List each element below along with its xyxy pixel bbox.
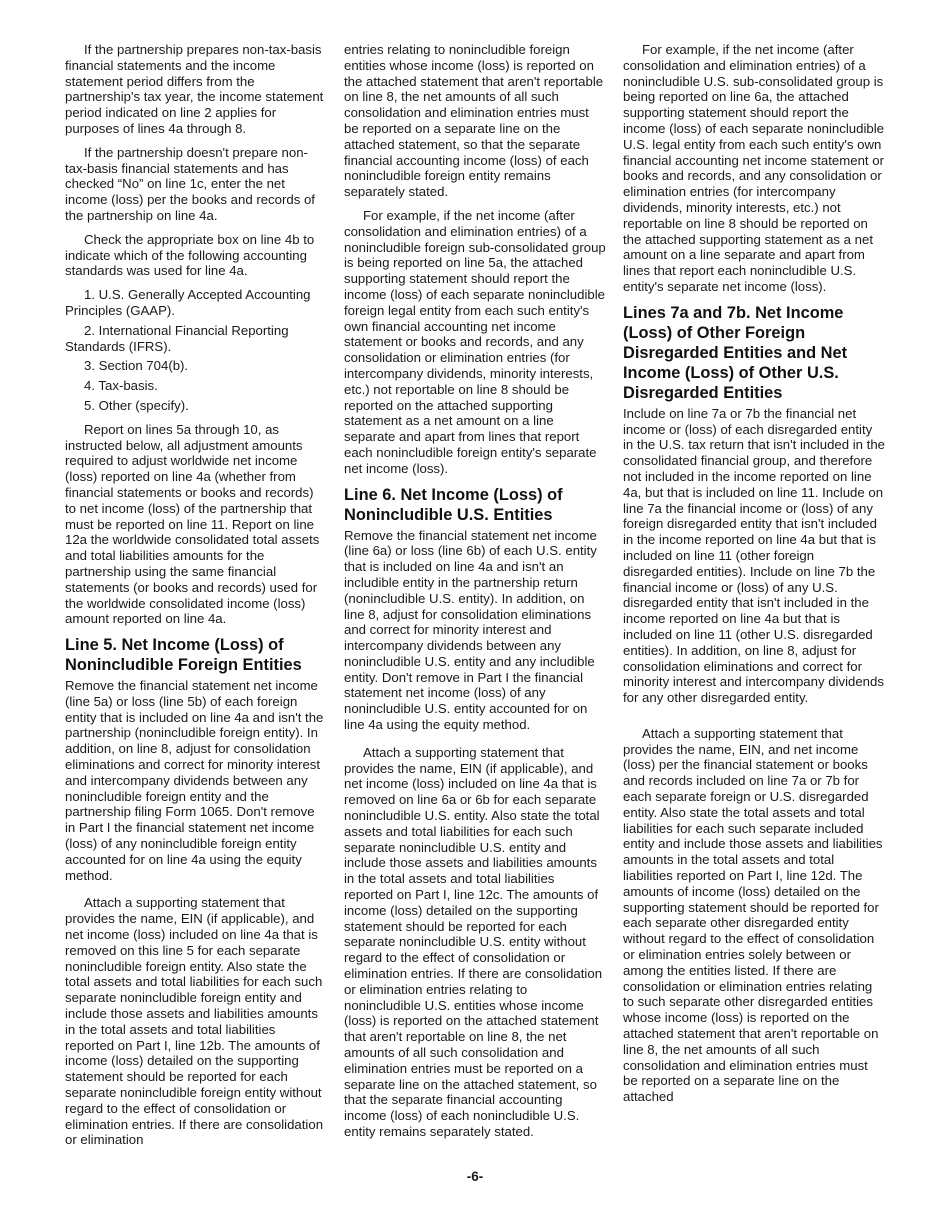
page-number: -6-: [466, 1169, 484, 1184]
heading-line-5: Line 5. Net Income (Loss) of Nonincludible Foreign Entities: [65, 636, 302, 675]
paragraph-line-5-statement: Attach a supporting statement that provides the name, EIN (if applicable), and net income (loss) included on line 4a that is removed on this line 5 for each separate nonincludible foreign entity. Also state the total assets and total liabilities for each such separate nonincludible foreign entity and include those assets and liabilities amounts in the total assets and total liabilities reported on Part I, line 12b. The amounts of income (loss) detailed on the supporting statement should be reported for each separate nonincludible foreign entity without regard to the effect of consolidation or elimination entries. If there are consolidation or elimination: [65, 895, 324, 1148]
list-item-ifrs: 2. International Financial Reporting Standards (IFRS).: [65, 322, 289, 354]
paragraph-line-6-remove: Remove the financial statement net income (line 6a) or loss (line 6b) of each U.S. entity that is included on line 4a and isn't an includible entity in the partnership return (nonincludible U.S. entity). In addition, on line 8, adjust for consolidation eliminations and correct for minority interest and intercompany dividends between any nonincludible U.S. entity and any includible entity. Don't remove in Part I the financial statement net income (loss) of any nonincludible U.S. entity accounted for on line 4a using the equity method.: [344, 527, 597, 733]
paragraph-us-example: For example, if the net income (after consolidation and elimination entries) of a nonincludible U.S. sub-consolidated group is being reported on line 6a, the attached supporting statement should report the income (loss) of each separate nonincludible U.S. legal entity from each such entity's own financial accounting net income statement or books and records, and any consolidation or elimination entries (for intercompany dividends, minority interests, etc.) not reportable on line 8 should be reported on the attached supporting statement as a net amount on a line separate and apart from lines that report each nonincludible U.S. entity's separate net income (loss).: [623, 42, 884, 294]
paragraph-lines-7-statement: Attach a supporting statement that provides the name, EIN, and net income (loss) per the financial statement or books and records included on line 7a or 7b for each separate foreign or U.S. disregarded entity. Also state the total assets and total liabilities for each such separate included entity and include those assets and liabilities amounts in the total assets and total liabilities reported on Part I, line 12d. The amounts of income (loss) detailed on the supporting statement should be reported for each separate other disregarded entity without regard to the effect of consolidation or elimination entries solely between or among the entities listed. If there are consolidation or elimination entries relating to such separate other disregarded entities whose income (loss) is reported on the attached statement that aren't reportable on line 8, the net amounts of all such consolidation and elimination entries must be reported on a separate line on the attached: [623, 725, 883, 1105]
paragraph-line-5-remove: Remove the financial statement net income (line 5a) or loss (line 5b) of each foreign entity that is included on line 4a and isn't the partnership (nonincludible foreign entity). In addition, on line 8, adjust for consolidation eliminations and correct for minority interest and intercompany dividends between any nonincludible foreign entity and the partnership filing Form 1065. Don't remove in Part I the financial statement net income (loss) of any nonincludible foreign entity accounted for on line 4a using the equity method.: [65, 678, 324, 883]
paragraph-line-6-statement: Attach a supporting statement that provides the name, EIN (if applicable), and net income (loss) included on line 4a that is removed on line 6a or 6b for each separate nonincludible U.S. entity. Also state the total assets and total liabilities for each such separate nonincludible U.S. entity and include those assets and liabilities amounts in the total assets and total liabilities reported on Part I, line 12c. The amounts of income (loss) detailed on the supporting statement should be reported for each separate nonincludible U.S. entity without regard to the effect of consolidation or elimination entries. If there are consolidation or elimination entries relating to nonincludible U.S. entities whose income (loss) is reported on the attached statement that aren't reportable on line 8, the net amounts of all such consolidation and elimination entries must be reported on a separate line on the attached statement, so that the separate financial accounting income (loss) of each nonincludible U.S. entity remains separately stated.: [344, 744, 603, 1139]
heading-line-6: Line 6. Net Income (Loss) of Nonincludible U.S. Entities: [344, 485, 563, 524]
column-left: [65, 42, 328, 1156]
column-middle: [344, 42, 607, 1148]
column-right: [623, 42, 886, 1113]
paragraph-line-4b: Check the appropriate box on line 4b to indicate which of the following accounting standards was used for line 4a.: [65, 231, 315, 279]
paragraph-adjustments: Report on lines 5a through 10, as instructed below, all adjustment amounts required to adjust worldwide net income (loss) reported on line 4a (whether from financial statements or books and records) to net income (loss) of the partnership that must be reported on line 11. Report on line 12a the worldwide consolidated total assets and total liabilities amounts for the partnership using the same financial statements (or books and records) used for the worldwide consolidated income (loss) amount reported on line 4a.: [65, 421, 320, 627]
heading-lines-7a-7b: Lines 7a and 7b. Net Income (Loss) of Other Foreign Disregarded Entities and Net Income (Loss) of Other U.S. Disregarded Entities: [623, 303, 848, 402]
list-item-gaap: 1. U.S. Generally Accepted Accounting Principles (GAAP).: [65, 287, 311, 318]
paragraph-income-statement-period: If the partnership prepares non-tax-basis financial statements and the income statement period differs from the partnership's tax year, the income statement period indicated on line 2 applies for purposes of lines 4a through 8.: [65, 42, 324, 136]
list-item-other: 5. Other (specify).: [84, 397, 189, 413]
paragraph-no-financial-statements: If the partnership doesn't prepare non-tax-basis financial statements and has checked “No” on line 1c, enter the net income (loss) per the books and records of the partnership on line 4a.: [65, 144, 315, 223]
list-item-section-704b: 3. Section 704(b).: [84, 358, 189, 374]
paragraph-lines-7a-7b: Include on line 7a or 7b the financial net income or (loss) of each disregarded entity in the U.S. tax return that isn't included in the consolidated financial group, and therefore not included in the income reported on line 4a, but that is included on line 11. Include on line 7a the financial income or (loss) of any foreign disregarded entity that isn't included in the income reported on line 4a but that is included on line 11 (other foreign disregarded entities). Include on line 7b the financial income or (loss) of any U.S. disregarded entity that isn't included in the income reported on line 4a but that is included on line 11 (other U.S. disregarded entities). In addition, on line 8, adjust for consolidation eliminations and correct for minority interest and intercompany dividends for any other disregarded entity.: [623, 405, 886, 706]
paragraph-foreign-example: For example, if the net income (after consolidation and elimination entries) of a nonincludible foreign sub-consolidated group is being reported on line 5a, the attached supporting statement should report the income (loss) of each separate nonincludible foreign legal entity from each such entity's own financial accounting net income statement or books and records, and any consolidation or elimination entries (for intercompany dividends, minority interests, etc.) not reportable on line 8 should be reported on the attached supporting statement as a net amount on a line separate and apart from lines that report each nonincludible foreign entity's separate net income (loss).: [344, 207, 606, 476]
paragraph-foreign-entries-continued: entries relating to nonincludible foreign entities whose income (loss) is reported on the attached statement that aren't reportable on line 8, the net amounts of all such consolidation and elimination entries must be reported on a separate line on the attached statement, so that the separate financial accounting income (loss) of each nonincludible foreign entity remains separately stated.: [344, 42, 604, 200]
list-item-tax-basis: 4. Tax-basis.: [84, 378, 158, 394]
